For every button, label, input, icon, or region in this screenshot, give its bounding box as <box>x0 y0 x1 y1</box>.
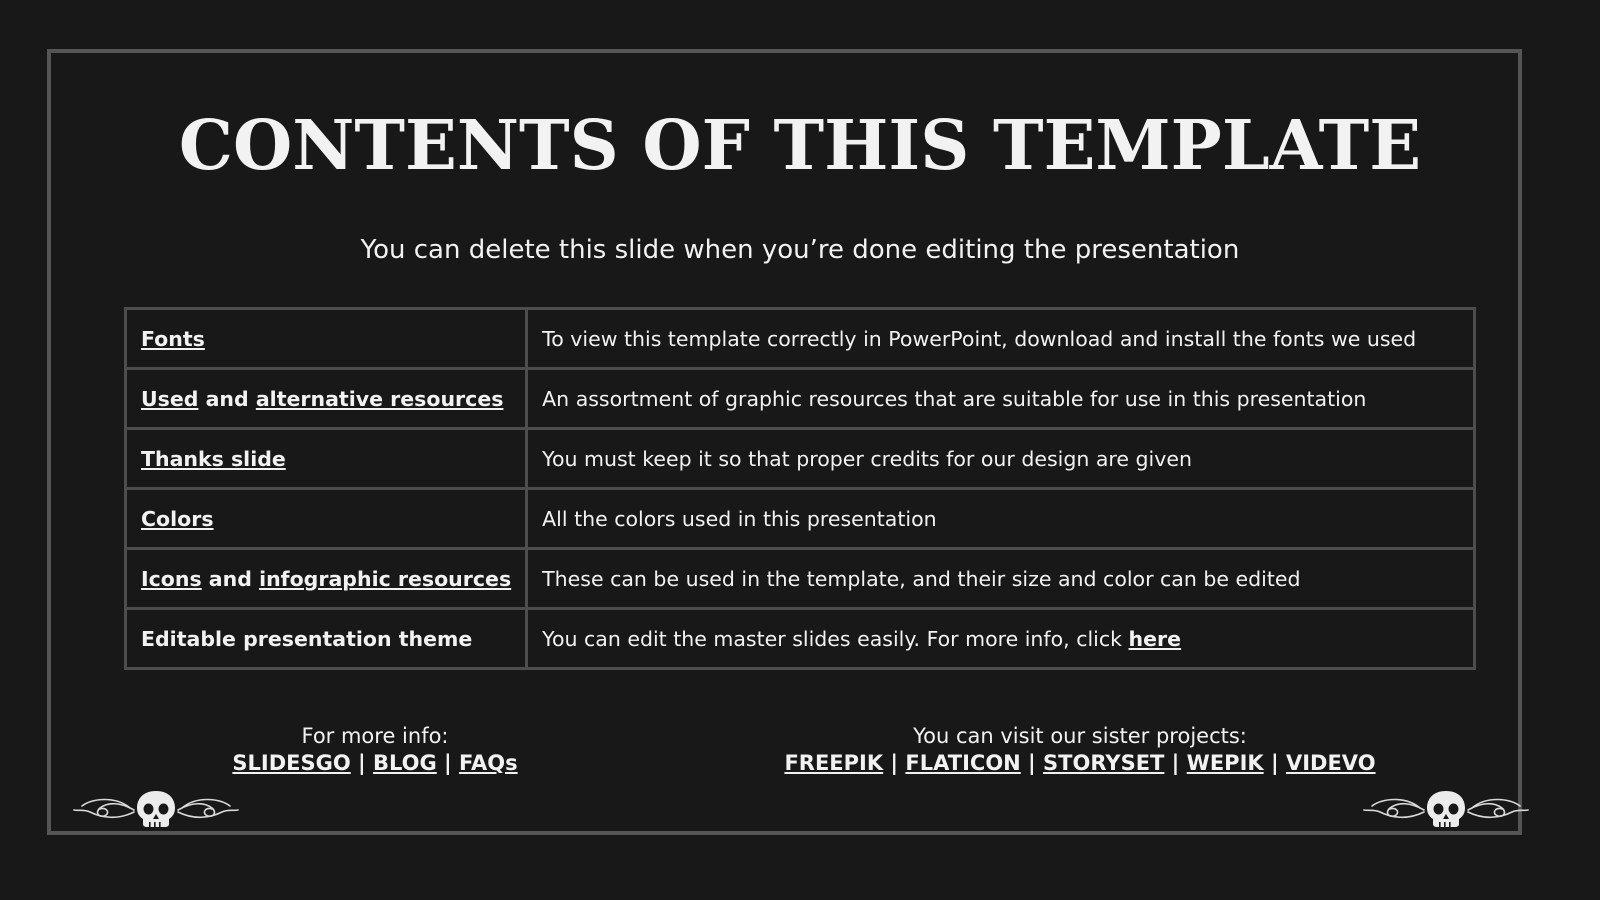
freepik-link[interactable]: FREEPIK <box>784 751 884 775</box>
table-row <box>126 369 1475 429</box>
used-link[interactable]: Used <box>141 386 199 411</box>
table-row <box>126 609 1475 669</box>
colors-link[interactable]: Colors <box>141 506 214 531</box>
resource-description-text: You must keep it so that proper credits for our design are given <box>542 446 1192 471</box>
resource-name-cell <box>126 609 527 669</box>
footer-sister-projects-label: You can visit our sister projects: <box>913 724 1247 748</box>
resource-description-cell <box>527 429 1475 489</box>
resource-name-cell <box>126 549 527 609</box>
table-row <box>126 549 1475 609</box>
link-separator: | <box>1020 751 1044 775</box>
fonts-link[interactable]: Fonts <box>141 326 205 351</box>
slidesgo-link[interactable]: SLIDESGO <box>232 751 351 775</box>
link-separator: | <box>1263 751 1286 775</box>
skull-flourish-icon <box>72 788 240 834</box>
skull-flourish-icon <box>1362 788 1530 834</box>
footer-sister-projects <box>745 723 1415 777</box>
icons-link[interactable]: Icons <box>141 566 202 591</box>
footer-more-info-links <box>175 750 575 777</box>
blog-link[interactable]: BLOG <box>373 751 437 775</box>
resource-description-cell <box>527 309 1475 369</box>
resource-description-text: An assortment of graphic resources that are suitable for use in this presentation <box>542 386 1367 411</box>
resource-description-text: You can edit the master slides easily. For more info, click <box>542 626 1129 651</box>
resource-description-text: These can be used in the template, and their size and color can be edited <box>542 566 1301 591</box>
here-link[interactable]: here <box>1128 626 1182 651</box>
footer-more-info-label: For more info: <box>301 724 449 748</box>
resource-name-text: and <box>198 386 256 411</box>
link-separator: | <box>1164 751 1187 775</box>
videvo-link[interactable]: VIDEVO <box>1285 751 1376 775</box>
contents-table-body <box>126 309 1475 669</box>
wepik-link[interactable]: WEPIK <box>1186 751 1264 775</box>
link-separator: | <box>883 751 906 775</box>
flaticon-link[interactable]: FLATICON <box>905 751 1021 775</box>
page-title: CONTENTS OF THIS TEMPLATE <box>178 106 1422 186</box>
resource-description-text: To view this template correctly in PowerPoint, download and install the fonts we used <box>542 326 1417 351</box>
resource-description-cell <box>527 549 1475 609</box>
resource-name-cell <box>126 369 527 429</box>
resource-name-text: and <box>201 566 260 591</box>
resource-description-cell <box>527 489 1475 549</box>
resource-description-cell <box>527 369 1475 429</box>
link-separator: | <box>436 751 460 775</box>
footer-more-info <box>175 723 575 777</box>
resource-description-cell <box>527 609 1475 669</box>
storyset-link[interactable]: STORYSET <box>1043 751 1165 775</box>
resource-name-cell <box>126 309 527 369</box>
contents-table <box>124 307 1476 670</box>
resource-name-cell <box>126 429 527 489</box>
alternative-resources-link[interactable]: alternative resources <box>255 386 504 411</box>
table-row <box>126 429 1475 489</box>
table-row <box>126 489 1475 549</box>
infographic-resources-link[interactable]: infographic resources <box>259 566 512 591</box>
table-row <box>126 309 1475 369</box>
resource-description-text: All the colors used in this presentation <box>542 506 937 531</box>
faqs-link[interactable]: FAQs <box>459 751 518 775</box>
thanks-slide-link[interactable]: Thanks slide <box>141 446 286 471</box>
resource-name-cell <box>126 489 527 549</box>
footer-sister-projects-links <box>745 750 1415 777</box>
page-subtitle: You can delete this slide when you’re done editing the presentation <box>360 235 1240 265</box>
link-separator: | <box>350 751 374 775</box>
resource-name-text: Editable presentation theme <box>141 626 473 651</box>
